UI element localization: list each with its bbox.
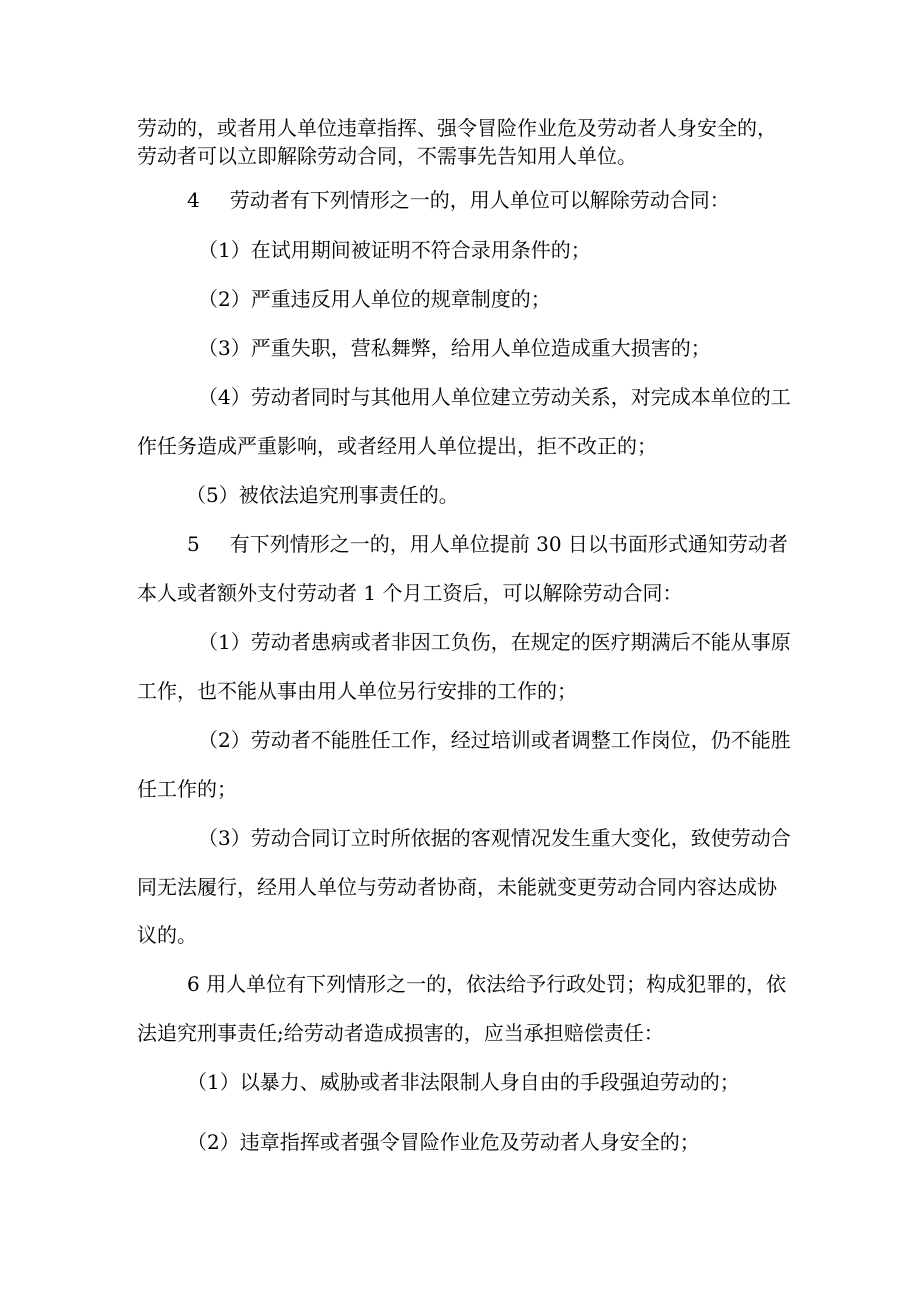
list-item: （2）劳动者不能胜任工作，经过培训或者调整工作岗位，仍不能胜 [198,728,791,752]
paragraph-line: 劳动的，或者用人单位违章指挥、强令冒险作业危及劳动者人身安全的， [137,116,777,140]
section-text: 劳动者有下列情形之一的，用人单位可以解除劳动合同： [229,188,730,212]
list-item-continuation: 作任务造成严重影响，或者经用人单位提出，拒不改正的； [137,434,657,458]
list-item: （1）在试用期间被证明不符合录用条件的； [198,238,591,262]
paragraph-line: 劳动者可以立即解除劳动合同，不需事先告知用人单位。 [137,144,637,168]
section-number: 5 [187,532,200,556]
list-item-continuation: 同无法履行，经用人单位与劳动者协商，未能就变更劳动合同内容达成协 [137,875,777,899]
list-item-continuation: 任工作的； [137,777,237,801]
list-item: （1）劳动者患病或者非因工负伤，在规定的医疗期满后不能从事原 [198,630,791,654]
list-item: （2）严重违反用人单位的规章制度的； [198,287,551,311]
list-item: （3）劳动合同订立时所依据的客观情况发生重大变化，致使劳动合 [198,826,791,850]
section-5-heading [187,531,788,557]
paragraph-line: 本人或者额外支付劳动者 1 个月工资后，可以解除劳动合同： [137,581,683,605]
section-4-heading [187,187,730,213]
list-item: （3）严重失职，营私舞弊，给用人单位造成重大损害的； [198,336,711,360]
list-item-continuation: 工作，也不能从事由用人单位另行安排的工作的； [137,679,577,703]
list-item: （5）被依法追究刑事责任的。 [186,483,459,507]
list-item: （2）违章指挥或者强令冒险作业危及劳动者人身安全的； [187,1130,700,1154]
list-item: （1）以暴力、威胁或者非法限制人身自由的手段强迫劳动的； [187,1070,740,1094]
section-6-heading: 6 用人单位有下列情形之一的，依法给予行政处罚；构成犯罪的，依 [187,972,787,996]
section-number: 4 [187,188,200,212]
paragraph-line: 法追究刑事责任;给劳动者造成损害的，应当承担赔偿责任： [137,1021,664,1045]
list-item: （4）劳动者同时与其他用人单位建立劳动关系，对完成本单位的工 [198,385,791,409]
list-item-continuation: 议的。 [137,923,197,947]
section-text: 有下列情形之一的，用人单位提前 30 日以书面形式通知劳动者 [229,532,788,556]
